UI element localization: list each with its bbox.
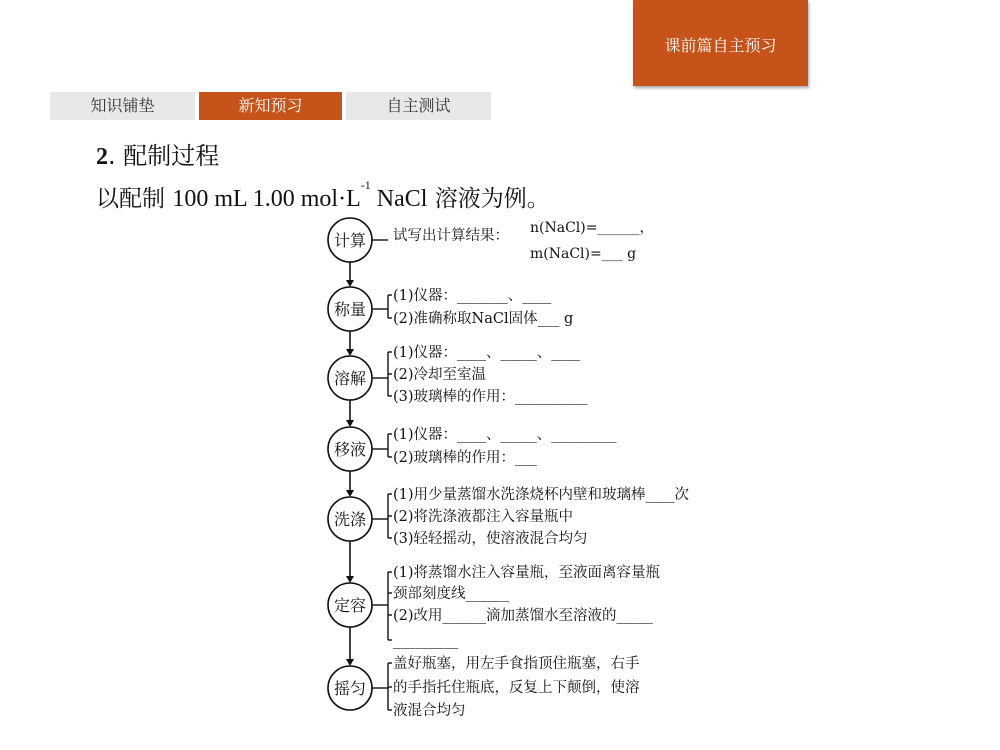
flow-arrowhead <box>346 490 354 497</box>
step-line: (2)改用______滴加蒸馏水至溶液的_____ <box>393 608 653 624</box>
step-line: (3)轻轻摇动，使溶液混合均匀 <box>393 531 588 547</box>
step-name: 摇匀 <box>333 679 367 698</box>
section-title: . 配制过程 <box>108 142 220 170</box>
flow-arrowhead <box>346 280 354 287</box>
step-extra-line: n(NaCl)=______， <box>530 220 654 236</box>
step-line: (2)冷却至室温 <box>393 367 487 383</box>
tab-self-test[interactable]: 自主测试 <box>346 92 491 120</box>
step-line: 的手指托住瓶底，反复上下颠倒，使溶 <box>393 680 640 696</box>
step-name: 称量 <box>333 300 367 319</box>
step-line: 颈部刻度线______ <box>393 586 509 602</box>
step-name: 定容 <box>333 596 367 615</box>
step-line: (1)仪器：____、_____、_________ <box>393 427 617 443</box>
step-line: (1)仪器：_______、____ <box>393 288 552 304</box>
step-name: 移液 <box>333 440 367 459</box>
section-number: 2 <box>96 144 108 170</box>
flow-arrowhead <box>346 659 354 666</box>
intro-concentration: 100 mL 1.00 mol·L <box>172 186 361 212</box>
step-line: 试写出计算结果： <box>393 228 509 244</box>
step-extra-line: m(NaCl)=___ g <box>530 246 637 262</box>
intro-suffix: 溶液为例。 <box>427 186 550 212</box>
intro-exponent: -1 <box>360 178 371 192</box>
intro-prefix: 以配制 <box>96 186 173 212</box>
tab-knowledge-base[interactable]: 知识铺垫 <box>50 92 195 120</box>
step-name: 计算 <box>333 231 367 250</box>
step-line: 液混合均匀 <box>393 703 466 719</box>
step-name: 溶解 <box>333 369 367 388</box>
step-line: 盖好瓶塞，用左手食指顶住瓶塞，右手 <box>393 656 640 672</box>
tab-new-knowledge[interactable]: 新知预习 <box>199 92 342 120</box>
corner-label: 课前篇自主预习 <box>664 36 777 55</box>
flow-arrowhead <box>346 420 354 427</box>
step-name: 洗涤 <box>333 510 367 529</box>
step-line: (1)用少量蒸馏水洗涤烧杯内壁和玻璃棒____次 <box>393 487 690 503</box>
step-line: _________ <box>393 633 459 649</box>
flow-arrowhead <box>346 349 354 356</box>
flow-arrowhead <box>346 576 354 583</box>
step-line: (1)将蒸馏水注入容量瓶，至液面离容量瓶 <box>393 565 661 581</box>
step-line: (2)将洗涤液都注入容量瓶中 <box>393 509 574 525</box>
step-line: (1)仪器：____、_____、____ <box>393 345 581 361</box>
intro-formula: NaCl <box>370 186 428 212</box>
step-line: (2)玻璃棒的作用：___ <box>393 450 537 466</box>
step-line: (2)准确称取NaCl固体___ g <box>393 311 574 327</box>
step-line: (3)玻璃棒的作用：__________ <box>393 389 588 405</box>
